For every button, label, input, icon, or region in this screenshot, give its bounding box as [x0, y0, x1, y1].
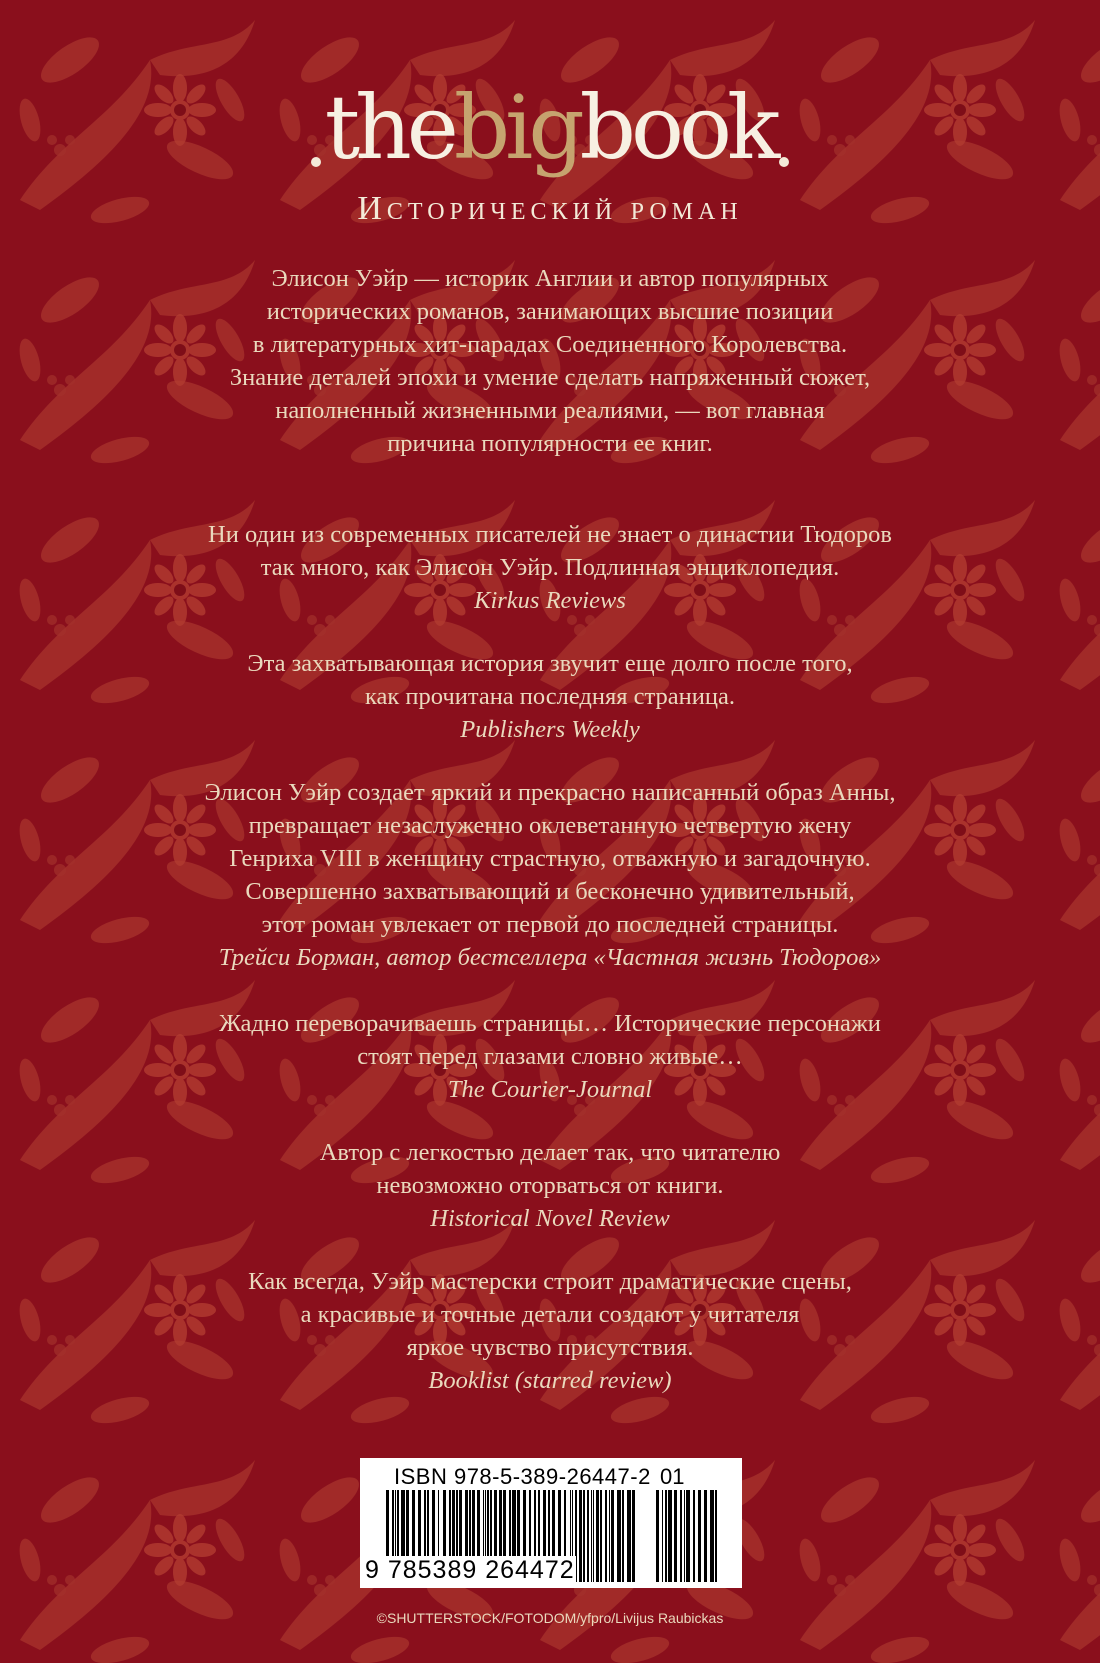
barcode-addon-bars	[656, 1490, 718, 1582]
intro-line: Элисон Уэйр — историк Англии и автор популярных	[271, 265, 829, 292]
logo-dot-left	[311, 157, 321, 167]
intro-line: в литературных хит-парадах Соединенного Королевства.	[252, 331, 848, 358]
intro-line: наполненный жизненными реалиями, — вот главная	[275, 397, 825, 424]
review-source: Booklist (starred review)	[428, 1367, 672, 1394]
review-line: превращает незаслуженно оклеветанную четвертую жену	[248, 812, 852, 839]
review-source: Historical Novel Review	[430, 1205, 670, 1232]
review-line: а красивые и точные детали создают у читателя	[300, 1301, 800, 1328]
logo-dot-right	[779, 157, 789, 167]
photo-credit: ©SHUTTERSTOCK/FOTODOM/yfpro/Livijus Raubickas	[376, 1610, 724, 1626]
review-line: Эта захватывающая история звучит еще долго после того,	[247, 650, 853, 677]
ean-digits-text: 9 785389 264472	[365, 1556, 575, 1584]
review-line: Совершенно захватывающий и бесконечно удивительный,	[245, 878, 855, 905]
isbn-text: ISBN 978-5-389-26447-2	[394, 1464, 651, 1489]
logo-word-the: the	[324, 76, 454, 179]
review-line: этот роман увлекает от первой до последней страницы.	[261, 911, 839, 938]
review-source: Publishers Weekly	[460, 716, 640, 743]
review-line: Элисон Уэйр создает яркий и прекрасно написанный образ Анны,	[204, 779, 896, 806]
review-booklist	[80, 1265, 1020, 1397]
intro-line: Знание деталей эпохи и умение сделать напряженный сюжет,	[229, 364, 871, 391]
review-source: Трейси Борман, автор бестселлера «Частная жизнь Тюдоров»	[218, 944, 882, 971]
review-source: The Courier-Journal	[447, 1076, 653, 1103]
review-line: Генриха VIII в женщину страстную, отважную и загадочную.	[229, 845, 871, 872]
review-borman	[80, 776, 1020, 974]
intro-line: исторических романов, занимающих высшие позиции	[266, 298, 834, 325]
review-line: стоят перед глазами словно живые…	[357, 1043, 743, 1070]
review-courier-journal	[80, 1007, 1020, 1106]
review-line: как прочитана последняя страница.	[364, 683, 736, 710]
logo-word-book: book	[579, 76, 776, 179]
review-line: Как всегда, Уэйр мастерски строит драматические сцены,	[248, 1268, 852, 1295]
review-line: невозможно оторваться от книги.	[376, 1172, 724, 1199]
review-publishers-weekly	[80, 647, 1020, 746]
review-line: так много, как Элисон Уэйр. Подлинная энциклопедия.	[260, 554, 840, 581]
review-line: Автор с легкостью делает так, что читателю	[319, 1139, 781, 1166]
review-kirkus	[80, 518, 1020, 617]
intro-paragraph	[80, 262, 1020, 460]
thebigbook-logo	[0, 76, 1100, 179]
review-source: Kirkus Reviews	[474, 587, 626, 614]
ean-digits	[364, 1556, 576, 1585]
review-line: Ни один из современных писателей не знает о династии Тюдоров	[208, 521, 892, 548]
isbn-barcode	[360, 1458, 742, 1588]
review-line: Жадно переворачиваешь страницы… Исторические персонажи	[219, 1010, 881, 1037]
review-historical-novel	[80, 1136, 1020, 1235]
series-subtitle: Исторический роман	[357, 190, 743, 227]
intro-line: причина популярности ее книг.	[387, 430, 713, 457]
logo-word-big: big	[453, 76, 580, 179]
barcode-addon-text: 01	[660, 1464, 685, 1489]
review-line: яркое чувство присутствия.	[406, 1334, 694, 1361]
